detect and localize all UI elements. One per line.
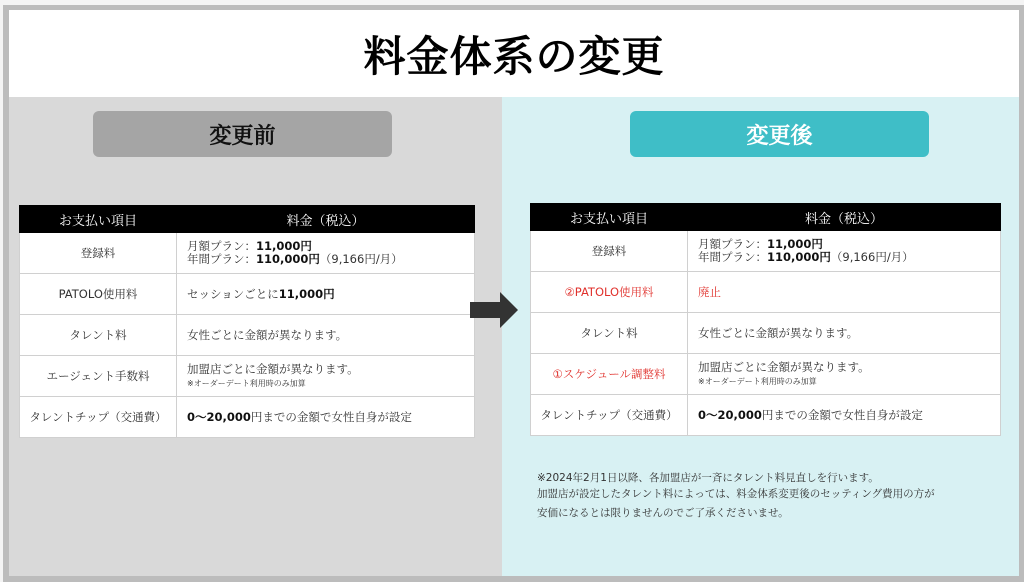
row-price: [177, 274, 475, 315]
row-item: タレント料: [20, 315, 177, 356]
title-area: [9, 10, 1019, 97]
row-item-changed: ①スケジュール調整料: [531, 354, 688, 395]
price-text: 円までの金額で女性自身が設定: [761, 407, 923, 422]
row-price: [688, 231, 1001, 272]
page-title: 料金体系の変更: [363, 31, 665, 81]
row-price: [688, 354, 1001, 395]
footnote-line: 安価になるとは限りませんのでご了承くださいませ。: [537, 507, 789, 519]
table-row: [20, 274, 475, 315]
row-item: タレントチップ（交通費）: [531, 395, 688, 436]
row-price: [177, 397, 475, 438]
row-item: タレント料: [531, 313, 688, 354]
footnote-line: 加盟店が設定したタレント料によっては、料金体系変更後のセッティング費用の方が: [537, 488, 935, 500]
price-text: （9,166円/月）: [319, 252, 403, 266]
price-amount: 110,000円: [256, 252, 320, 266]
price-amount: 0〜20,000: [698, 407, 762, 422]
table-row: [531, 231, 1001, 272]
price-amount: 11,000円: [256, 239, 312, 253]
price-text: （9,166円/月）: [830, 250, 914, 264]
header-item: お支払い項目: [531, 204, 688, 231]
row-price-abolished: 廃止: [688, 272, 1001, 313]
table-row: [20, 356, 475, 397]
table-row: [531, 395, 1001, 436]
row-price: [688, 395, 1001, 436]
price-text: 加盟店ごとに金額が異なります。: [698, 359, 870, 374]
row-item: 登録料: [20, 233, 177, 274]
before-fee-table: [19, 205, 475, 438]
table-row: [531, 272, 1001, 313]
price-note: ※オーダーデート利用時のみ加算: [698, 376, 817, 386]
row-price: 女性ごとに金額が異なります。: [688, 313, 1001, 354]
before-panel: [9, 97, 502, 576]
row-price: [177, 356, 475, 397]
table-row: [20, 315, 475, 356]
price-amount: 0〜20,000: [187, 409, 251, 424]
price-amount: 110,000円: [767, 250, 831, 264]
price-text: セッションごとに: [187, 286, 279, 301]
price-text: 月額プラン：: [187, 239, 256, 253]
after-panel: [502, 97, 1019, 576]
header-item: お支払い項目: [20, 206, 177, 233]
table-header-row: [20, 206, 475, 233]
header-price: 料金（税込）: [177, 206, 475, 233]
header-price: 料金（税込）: [688, 204, 1001, 231]
price-text: 月額プラン：: [698, 237, 767, 251]
row-price: 女性ごとに金額が異なります。: [177, 315, 475, 356]
price-text: 年間プラン：: [698, 250, 767, 264]
after-fee-table: [530, 203, 1001, 436]
price-amount: 11,000円: [767, 237, 823, 251]
table-row: [20, 233, 475, 274]
table-row: [531, 354, 1001, 395]
row-price: [177, 233, 475, 274]
right-arrow-icon: [470, 292, 524, 328]
table-row: [20, 397, 475, 438]
footnote-line: ※2024年2月1日以降、各加盟店が一斉にタレント料見直しを行います。: [537, 472, 879, 484]
row-item: 登録料: [531, 231, 688, 272]
after-label: 変更後: [630, 111, 929, 157]
price-text: 年間プラン：: [187, 252, 256, 266]
table-header-row: [531, 204, 1001, 231]
price-text: 加盟店ごとに金額が異なります。: [187, 361, 359, 376]
before-label: 変更前: [93, 111, 392, 157]
row-item: PATOLO使用料: [20, 274, 177, 315]
row-item-changed: ②PATOLO使用料: [531, 272, 688, 313]
row-item: タレントチップ（交通費）: [20, 397, 177, 438]
row-item: エージェント手数料: [20, 356, 177, 397]
price-text: 円までの金額で女性自身が設定: [250, 409, 412, 424]
price-amount: 11,000円: [278, 286, 335, 301]
footnote: [537, 470, 935, 521]
price-note: ※オーダーデート利用時のみ加算: [187, 378, 306, 388]
table-row: [531, 313, 1001, 354]
